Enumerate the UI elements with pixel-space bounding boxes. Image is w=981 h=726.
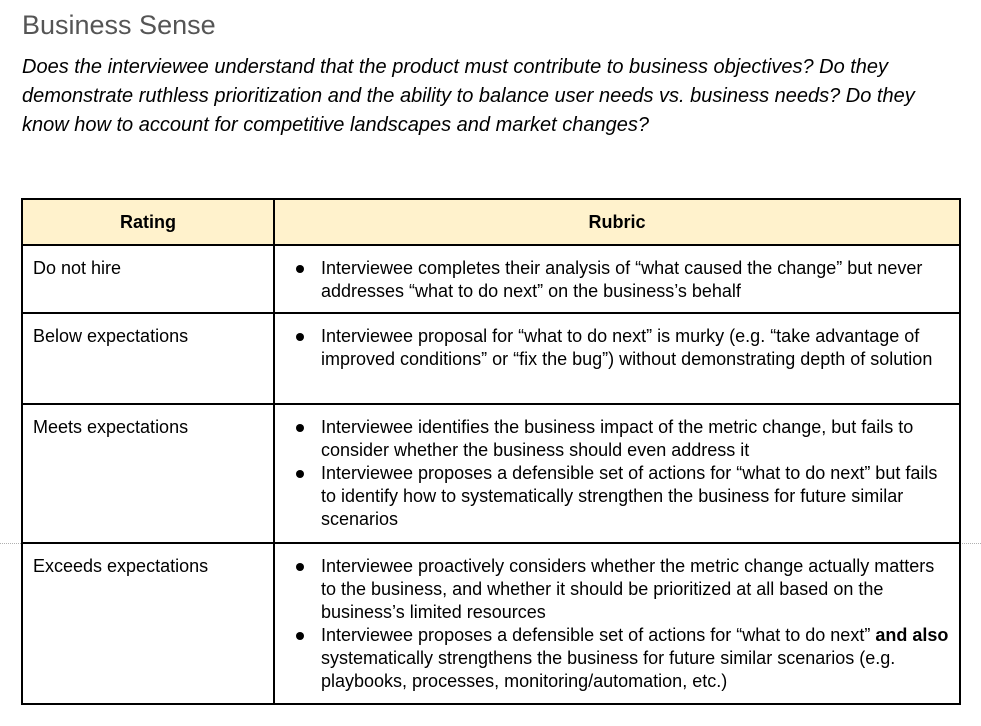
table-header-row	[22, 199, 960, 245]
page-title: Business Sense	[22, 10, 216, 40]
rating-cell: Below expectations	[22, 313, 274, 404]
header-rubric: Rubric	[274, 199, 960, 245]
rubric-table	[21, 198, 961, 705]
rubric-bullet	[293, 325, 949, 371]
rubric-bullet	[293, 555, 949, 624]
bullet-icon	[296, 632, 304, 640]
header-rating: Rating	[22, 199, 274, 245]
rubric-bullet-text-after: systematically strengthens the business for future similar scenarios (e.g. playbooks, processes, monitoring/automation, etc.)	[321, 648, 896, 691]
table-row	[22, 543, 960, 704]
rubric-bullet	[293, 462, 949, 531]
rubric-bullet-text: Interviewee proposal for “what to do next” is murky (e.g. “take advantage of improved conditions” or “fix the bug”) without demonstrating depth of solution	[321, 326, 933, 369]
rubric-bullet-text: Interviewee identifies the business impact of the metric change, but fails to consider whether the business should even address it	[321, 417, 914, 460]
bullet-icon	[296, 424, 304, 432]
table-row	[22, 313, 960, 404]
rubric-bullet-text: Interviewee proactively considers whether the metric change actually matters to the business, and whether it should be prioritized at all based on the business’s limited resources	[321, 556, 935, 622]
bullet-icon	[296, 265, 304, 273]
rubric-bullet-text-bold: and also	[875, 625, 949, 645]
rubric-bullet-text: Interviewee proposes a defensible set of actions for “what to do next” but fails to identify how to systematically strengthen the business for future similar scenarios	[321, 463, 938, 529]
rubric-bullet	[293, 257, 949, 303]
bullet-icon	[296, 470, 304, 478]
table-row	[22, 245, 960, 313]
rating-cell: Meets expectations	[22, 404, 274, 543]
rubric-bullet-text: Interviewee completes their analysis of “what caused the change” but never addresses “what to do next” on the business’s behalf	[321, 258, 923, 301]
table-row	[22, 404, 960, 543]
rubric-cell	[274, 543, 960, 704]
rubric-cell	[274, 313, 960, 404]
bullet-icon	[296, 333, 304, 341]
rubric-bullet-text-before: Interviewee proposes a defensible set of actions for “what to do next”	[321, 625, 876, 645]
bullet-icon	[296, 563, 304, 571]
intro-paragraph: Does the interviewee understand that the product must contribute to business objectives? Do they demonstrate ruthless prioritization and the ability to balance user needs vs. business needs? Do they know how to account for competitive landscapes and market changes?	[22, 56, 915, 136]
rubric-bullet	[293, 416, 949, 462]
rubric-bullet	[293, 624, 949, 693]
rubric-cell	[274, 245, 960, 313]
rating-cell: Exceeds expectations	[22, 543, 274, 704]
rating-cell: Do not hire	[22, 245, 274, 313]
rubric-cell	[274, 404, 960, 543]
